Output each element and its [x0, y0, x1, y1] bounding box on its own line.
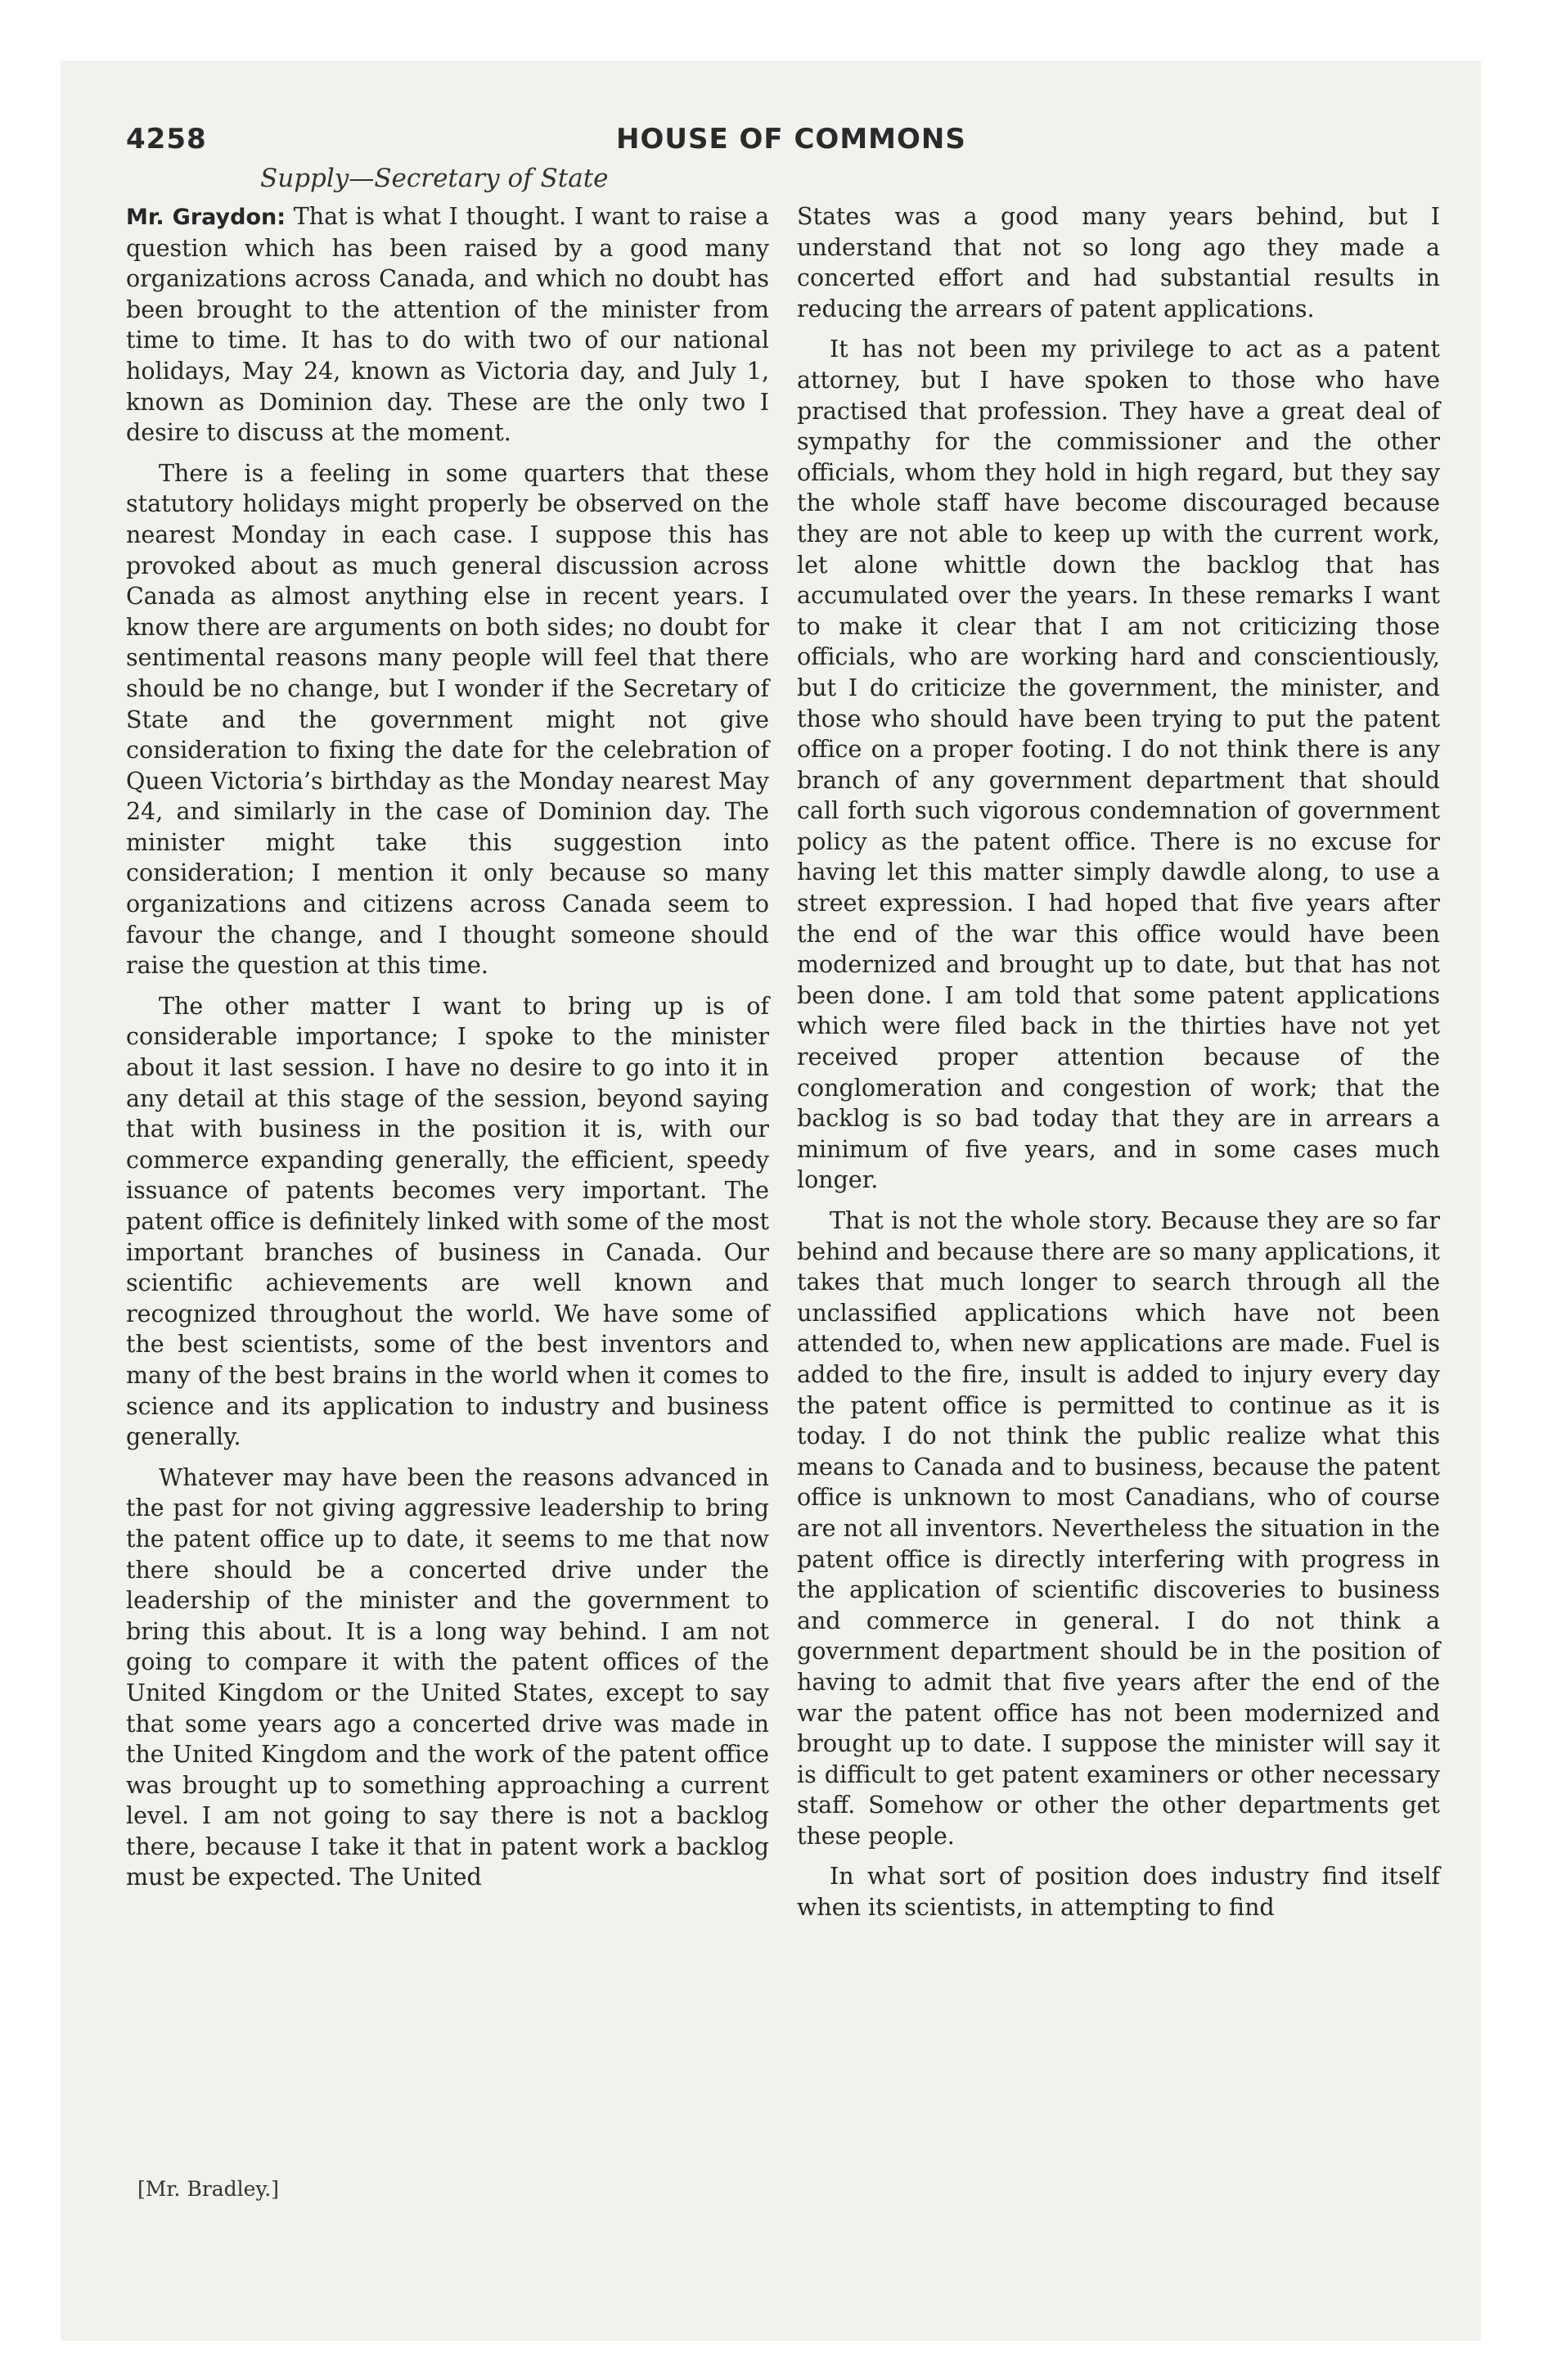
paragraph-text: That is what I thought. I want to raise a question which has been raised by a good many organizations across Canada, and which no doubt has been brought to the attention of the minister from time to time. It has to do with two of our national holidays, May 24, known as Victoria day, and July 1, known as Dominion day. These are the only two I desire to discuss at the moment. [126, 203, 769, 447]
section-subhead: Supply—Secretary of State [260, 164, 609, 193]
speaker-name: Mr. Graydon: [126, 205, 286, 230]
paragraph: There is a feeling in some quarters that these statutory holidays might properly be observed on the nearest Monday in each case. I suppose this has provoked about as much general discussion across Canada as almost anything else in recent years. I know there are arguments on both sides; no doubt for sentimental reasons many people will feel that there should be no change, but I wonder if the Secretary of State and the government might not give consideration to fixing the date for the celebration of Queen Victoria’s birthday as the Monday nearest May 24, and similarly in the case of Dominion day. The minister might take this suggestion into consideration; I mention it only because so many organizations and citizens across Canada seem to favour the change, and I thought someone should raise the question at this time. [126, 459, 769, 980]
paragraph: The other matter I want to bring up is of considerable importance; I spoke to the minister about it last session. I have no desire to go into it in any detail at this stage of the session, beyond saying that with business in the position it is, with our commerce expanding generally, the efficient, speedy issuance of patents becomes very important. The patent office is definitely linked with some of the most important branches of business in Canada. Our scientific achievements are well known and recognized throughout the world. We have some of the best scientists, some of the best inventors and many of the best brains in the world when it comes to science and its application to industry and business generally. [126, 992, 769, 1451]
footer-credit: [Mr. Bradley.] [137, 2177, 279, 2201]
paragraph: In what sort of position does industry find itself when its scientists, in attempting to find [797, 1863, 1440, 1922]
paragraph: Whatever may have been the reasons advanced in the past for not giving aggressive leadership to bring the patent office up to date, it seems to me that now there should be a concerted drive under the leadership of the minister and the government to bring this about. It is a long way behind. I am not going to compare it with the patent offices of the United Kingdom or the United States, except to say that some years ago a concerted drive was made in the United Kingdom and the work of the patent office was brought up to something approaching a current level. I am not going to say there is not a backlog there, because I take it that in patent work a backlog must be expected. The United [126, 1463, 769, 1891]
paragraph: It has not been my privilege to act as a patent attorney, but I have spoken to those who have practised that profession. They have a great deal of sympathy for the commissioner and the other officials, whom they hold in high regard, but they say the whole staff have become discouraged because they are not able to keep up with the current work, let alone whittle down the backlog that has accumulated over the years. In these remarks I want to make it clear that I am not criticizing those officials, who are working hard and conscientiously, but I do criticize the government, the minister, and those who should have been trying to put the patent office on a proper footing. I do not think there is any branch of any government department that should call forth such vigorous condemnation of government policy as the patent office. There is no excuse for having let this matter simply dawdle along, to use a street expression. I had hoped that five years after the end of the war this office would have been modernized and brought up to date, but that has not been done. I am told that some patent applications which were filed back in the thirties have not yet received proper attention because of the conglomeration and congestion of work; that the backlog is so bad today that they are in arrears a minimum of five years, and in some cases much longer. [797, 336, 1440, 1194]
paragraph: That is not the whole story. Because they are so far behind and because there are so many applications, it takes that much longer to search through all the unclassified applications which have not been attended to, when new applications are made. Fuel is added to the fire, insult is added to injury every day the patent office is permitted to continue as it is today. I do not think the public realize what this means to Canada and to business, because the patent office is unknown to most Canadians, who of course are not all inventors. Nevertheless the situation in the patent office is directly interfering with progress in the application of scientific discoveries to business and commerce in general. I do not think a government department should be in the position of having to admit that five years after the end of the war the patent office has not been modernized and brought up to date. I suppose the minister will say it is difficult to get patent examiners or other necessary staff. Somehow or other the other departments get these people. [797, 1207, 1440, 1850]
right-column [797, 201, 1440, 1933]
left-column [126, 201, 769, 1903]
page-number: 4258 [126, 123, 207, 156]
running-head: HOUSE OF COMMONS [616, 123, 966, 156]
paragraph: States was a good many years behind, but I understand that not so long ago they made a concerted effort and had substantial results in reducing the arrears of patent applications. [797, 203, 1440, 322]
paragraph [126, 201, 769, 449]
